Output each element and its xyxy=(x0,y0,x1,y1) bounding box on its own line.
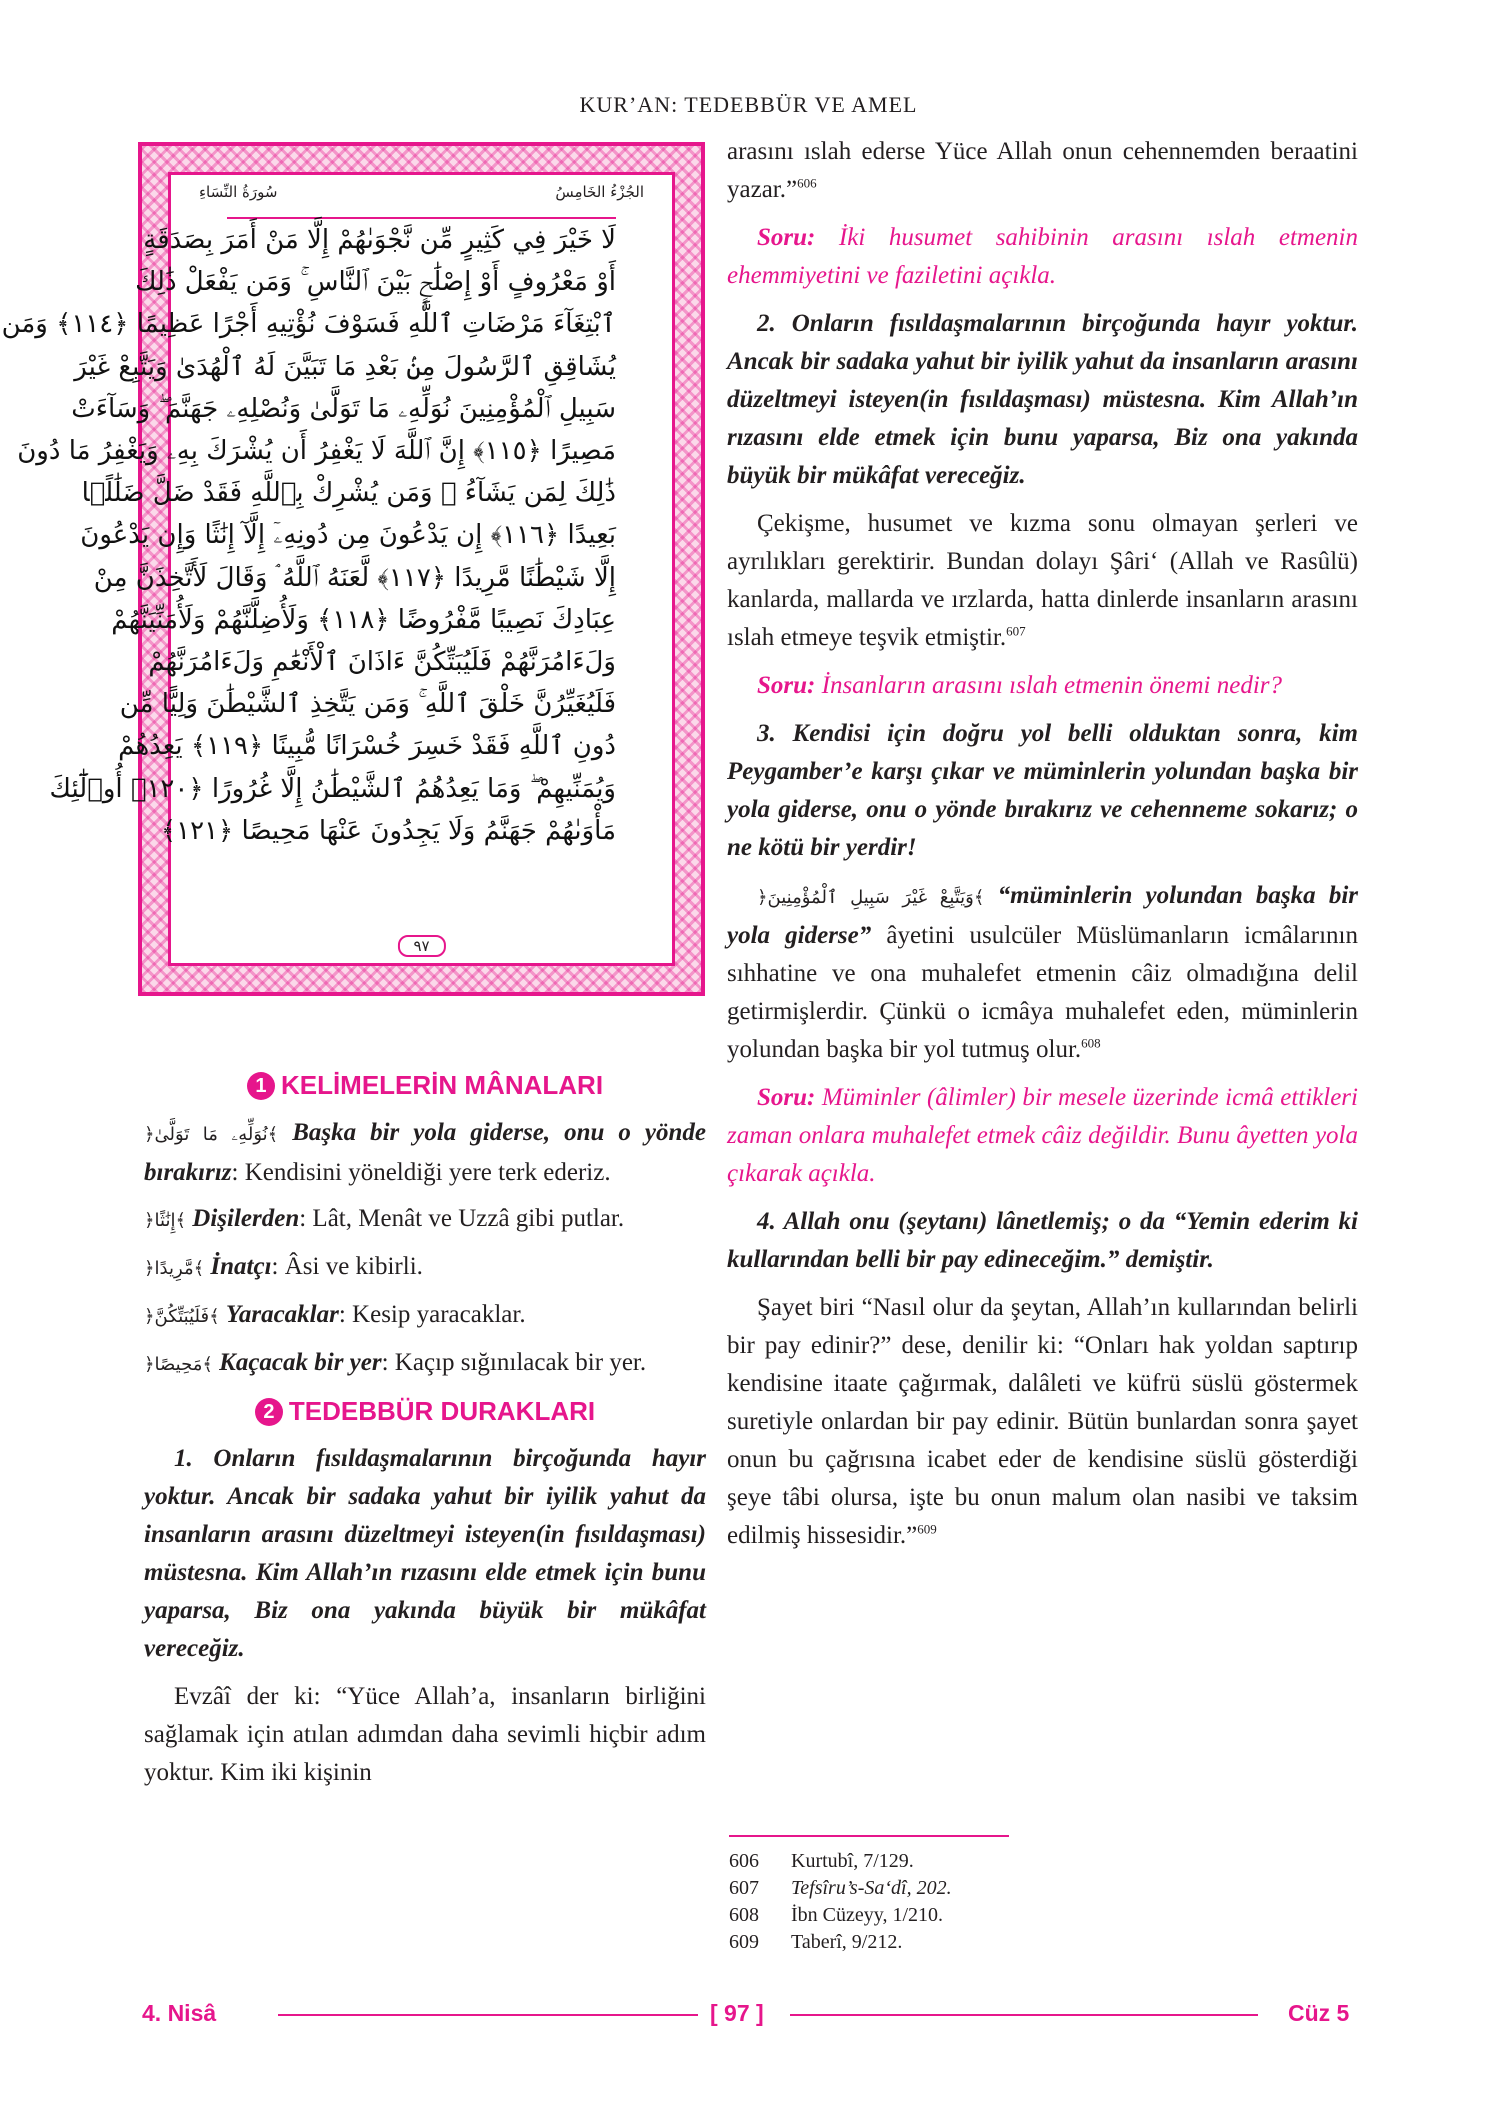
footnote xyxy=(729,1848,952,1875)
footer-sura: 4. Nisâ xyxy=(142,2000,217,2026)
quran-line: سَبِيلِ ٱلْمُؤْمِنِينَ نُوَلِّهِۦ مَا تَوَلَّىٰ وَنُصْلِهِۦ جَهَنَّمَ ۖ وَسَآءَتْ xyxy=(71,393,616,424)
question-label: Soru: xyxy=(757,1084,816,1111)
quran-line: فَلَيُغَيِّرُنَّ خَلْقَ ٱللَّهِ ۚ وَمَن يَتَّخِذِ ٱلشَّيْطَٰنَ وَلِيًّا مِّن xyxy=(119,689,616,720)
arabic-quote: ﴿وَيَتَّبِعْ غَيْرَ سَبِيلِ ٱلْمُؤْمِنِينَ﴾ xyxy=(757,887,985,908)
question-label: Soru: xyxy=(757,672,816,699)
footnote-ref[interactable]: 607 xyxy=(1006,623,1026,639)
quran-line: ٱبْتِغَآءَ مَرْضَاتِ ٱللَّهِ فَسَوْفَ نُؤْتِيهِ أَجْرًا عَظِيمًا ﴿١١٤﴾ وَمَن xyxy=(1,309,616,340)
footnote-text: İbn Cüzeyy, 1/210. xyxy=(791,1904,944,1926)
footer-rule-left xyxy=(278,2014,698,2016)
footnote-text: Tefsîru’s-Sa‘dî, 202. xyxy=(791,1877,952,1899)
arabic-term: ﴿إِنَٰثًا﴾ xyxy=(144,1210,187,1231)
term: Kaçacak bir yer xyxy=(219,1349,382,1376)
glossary-entry xyxy=(144,1248,706,1288)
question-text: Müminler (âlimler) bir mesele üzerinde icmâ ettikleri zaman onlara muhalefet etmek câiz değildir. Bunu âyetten yola çıkarak açıkla. xyxy=(727,1084,1358,1187)
section-number-badge: 2 xyxy=(255,1398,283,1426)
glossary-entry xyxy=(144,1344,706,1384)
footnotes xyxy=(729,1848,952,1956)
question-text: İnsanların arasını ıslah etmenin önemi nedir? xyxy=(815,672,1283,699)
paragraph-text: Şayet biri “Nasıl olur da şeytan, Allah’ın kullarından belirli bir pay edinir?” dese, denilir ki: “Onları hak yoldan saptırıp kendisine itaate çağırmak, dalâleti ve küfrü süslü göstermek suretiyle onlardan bir pay edinir. Bütün bunlardan sonra şayet onun bu çağrısına icabet eder de kendisine süslü gösterdiği şeye tâbi olursa, işte bu onun malum olan nasibi ve taksim edilmiş hissesidir.” xyxy=(727,1294,1358,1549)
footnote-ref[interactable]: 606 xyxy=(797,175,817,191)
glossary-entry xyxy=(144,1114,706,1192)
quran-line: إِلَّا شَيْطَٰنًا مَّرِيدًا ﴿١١٧﴾ لَّعَنَهُ ٱللَّهُ ۘ وَقَالَ لَأَتَّخِذَنَّ مِنْ xyxy=(93,562,616,593)
paragraph xyxy=(727,505,1358,657)
paragraph-text: Çekişme, husumet ve kızma sonu olmayan şerleri ve ayrılıkları gerektirir. Bundan dolayı Şâri‘ (Allah ve Rasûlü) kanlarda, mallarda ve ırzlarda, hatta dinlerde insanların arasını ıslah etmeye teşvik etmiştir. xyxy=(727,510,1358,651)
footnote xyxy=(729,1875,952,1902)
paragraph-text: arasını ıslah ederse Yüce Allah onun cehennemden beraatini yazar.” xyxy=(727,138,1358,203)
question xyxy=(727,667,1358,705)
quran-line: مَأْوَىٰهُمْ جَهَنَّمُ وَلَا يَجِدُونَ عَنْهَا مَحِيصًا ﴿١٢١﴾ xyxy=(160,815,616,846)
footnote-text: Taberî, 9/212. xyxy=(791,1931,903,1953)
footer-page-number: [ 97 ] xyxy=(710,2000,764,2026)
footnote-number: 606 xyxy=(729,1850,759,1872)
term: İnatçı xyxy=(210,1253,272,1280)
arabic-term: ﴿مَحِيصًا﴾ xyxy=(144,1354,213,1375)
arabic-term: ﴿نُوَلِّهِۦ مَا تَوَلَّىٰ﴾ xyxy=(144,1124,279,1145)
question-text: İki husumet sahibinin arasını ıslah etmenin ehemmiyetini ve faziletini açıkla. xyxy=(727,224,1358,289)
footnote-number: 607 xyxy=(729,1877,759,1899)
section-number-badge: 1 xyxy=(247,1072,275,1100)
footnote-number: 608 xyxy=(729,1904,759,1926)
definition: : Âsi ve kibirli. xyxy=(271,1253,423,1280)
footer-rule-right xyxy=(790,2014,1258,2016)
definition: : Kendisini yöneldiği yere terk ederiz. xyxy=(231,1159,611,1186)
paragraph xyxy=(727,1289,1358,1555)
term: Yaracaklar xyxy=(225,1301,339,1328)
paragraph xyxy=(727,877,1358,1069)
question xyxy=(727,219,1358,295)
paragraph-text: âyetini usulcüler Müslümanların icmâlarının sıhhatine ve ona muhalefet etmenin câiz olmadığına delil getirmişlerdir. Çünkü o icmâya muhalefet eden, müminlerin yolundan başka bir yol tutmuş olur. xyxy=(727,922,1358,1063)
definition: : Kesip yaracaklar. xyxy=(338,1301,526,1328)
quran-page-frame xyxy=(1,142,705,996)
footnote-divider xyxy=(729,1835,1009,1837)
reflection-point: 3. Kendisi için doğru yol belli olduktan sonra, kim Peygamber’e karşı çıkar ve müminlerin yolundan başka bir yola giderse, onu o yönde bırakırız ve cehenneme sokarız; o ne kötü bir yerdir! xyxy=(727,720,1358,861)
quran-line: وَيُمَنِّيهِمْ ۖ وَمَا يَعِدُهُمُ ٱلشَّيْطَٰنُ إِلَّا غُرُورًا ﴿١٢٠﴾ أُو۟لَٰٓئِكَ xyxy=(49,773,616,804)
section-heading xyxy=(144,1392,706,1430)
footnote xyxy=(729,1902,952,1929)
quran-page-inner xyxy=(1,172,675,966)
quran-line: لَا خَيْرَ فِي كَثِيرٍ مِّن نَّجْوَىٰهُمْ إِلَّا مَنْ أَمَرَ بِصَدَقَةٍ xyxy=(143,225,616,255)
running-header: KUR’AN: TEDEBBÜR VE AMEL xyxy=(579,92,918,117)
quran-line: وَلَءَامُرَنَّهُمْ فَلَيُبَتِّكُنَّ ءَاذَانَ ٱلْأَنْعَٰمِ وَلَءَامُرَنَّهُمْ xyxy=(148,647,616,678)
paragraph: Evzâî der ki: “Yüce Allah’a, insanların birliğini sağlamak için atılan adımdan daha sevimli hiçbir adım yoktur. Kim iki kişinin xyxy=(144,1683,706,1786)
footnote-text: Kurtubî, 7/129. xyxy=(791,1850,914,1872)
right-column xyxy=(727,133,1358,1555)
section-heading xyxy=(144,1066,706,1104)
reflection-point: 4. Allah onu (şeytanı) lânetlemiş; o da “Yemin ederim ki kullarından belli bir pay edineceğim.” demiştir. xyxy=(727,1208,1358,1273)
term: Dişilerden xyxy=(192,1205,300,1232)
arabic-term: ﴿فَلَيُبَتِّكُنَّ﴾ xyxy=(144,1306,220,1327)
quran-line: أَوْ مَعْرُوفٍ أَوْ إِصْلَٰحٍۭ بَيْنَ ٱلنَّاسِ ۚ وَمَن يَفْعَلْ ذَٰلِكَ xyxy=(135,267,616,298)
left-column xyxy=(144,1066,706,1792)
quran-line: عِبَادِكَ نَصِيبًا مَّفْرُوضًا ﴿١١٨﴾ وَلَأُضِلَّنَّهُمْ وَلَأُمَنِّيَنَّهُمْ xyxy=(111,604,616,635)
quran-page-number: ٩٧ xyxy=(397,935,445,957)
reflection-point: 2. Onların fısıldaşmalarının birçoğunda hayır yoktur. Ancak bir sadaka yahut bir iyilik yahut da insanların arasını düzeltmeyi isteyen(in fısıldaşması) müstesna. Kim Allah’ın rızasını elde etmek için bunu yaparsa, Biz ona yakında büyük bir mükâfat vereceğiz. xyxy=(727,310,1358,489)
question-label: Soru: xyxy=(757,224,816,251)
arabic-term: ﴿مَّرِيدًا﴾ xyxy=(144,1258,205,1279)
quote-translation: “müminlerin yolundan başka bir yola giderse” xyxy=(727,882,1358,949)
quran-line: ذَٰلِكَ لِمَن يَشَآءُ ۚ وَمَن يُشْرِكْ بِٱللَّهِ فَقَدْ ضَلَّ ضَلَٰلًۢا xyxy=(81,478,616,509)
footnote-ref[interactable]: 609 xyxy=(917,1521,937,1537)
quran-line: بَعِيدًا ﴿١١٦﴾ إِن يَدْعُونَ مِن دُونِهِۦٓ إِلَّآ إِنَٰثًا وَإِن يَدْعُونَ xyxy=(80,520,616,551)
glossary-entry xyxy=(144,1200,706,1240)
footnote-number: 609 xyxy=(729,1931,759,1953)
footnote-ref[interactable]: 608 xyxy=(1081,1035,1101,1051)
section-title: TEDEBBÜR DURAKLARI xyxy=(288,1396,596,1426)
juz-label: الجُزْءُ الخَامِسُ xyxy=(555,183,644,201)
paragraph xyxy=(727,133,1358,209)
question xyxy=(727,1079,1358,1193)
sura-label: سُورَةُ النِّسَاءِ xyxy=(199,183,278,201)
quran-line: مَصِيرًا ﴿١١٥﴾ إِنَّ ٱللَّهَ لَا يَغْفِرُ أَن يُشْرَكَ بِهِۦ وَيَغْفِرُ مَا دُونَ xyxy=(17,436,616,467)
quran-line: يُشَاقِقِ ٱلرَّسُولَ مِنۢ بَعْدِ مَا تَبَيَّنَ لَهُ ٱلْهُدَىٰ وَيَتَّبِعْ غَيْرَ xyxy=(74,351,616,382)
footer-juz: Cüz 5 xyxy=(1288,2000,1350,2026)
definition: : Lât, Menât ve Uzzâ gibi putlar. xyxy=(299,1205,625,1232)
reflection-point: 1. Onların fısıldaşmalarının birçoğunda hayır yoktur. Ancak bir sadaka yahut bir iyilik yahut da insanların arasını düzeltmeyi isteyen(in fısıldaşması) müstesna. Kim Allah’ın rızasını elde etmek için bunu yaparsa, Biz ona yakında büyük bir mükâfat vereceğiz. xyxy=(144,1445,706,1662)
term: Başka bir yola giderse, onu o yönde bırakırız xyxy=(144,1119,707,1186)
footnote xyxy=(729,1929,952,1956)
quran-line: دُونِ ٱللَّهِ فَقَدْ خَسِرَ خُسْرَانًا مُّبِينًا ﴿١١٩﴾ يَعِدُهُمْ xyxy=(118,731,616,762)
quran-text xyxy=(1,217,616,915)
glossary-entry xyxy=(144,1296,706,1336)
definition: : Kaçıp sığınılacak bir yer. xyxy=(381,1349,647,1376)
section-title: KELİMELERİN MÂNALARI xyxy=(280,1070,604,1100)
